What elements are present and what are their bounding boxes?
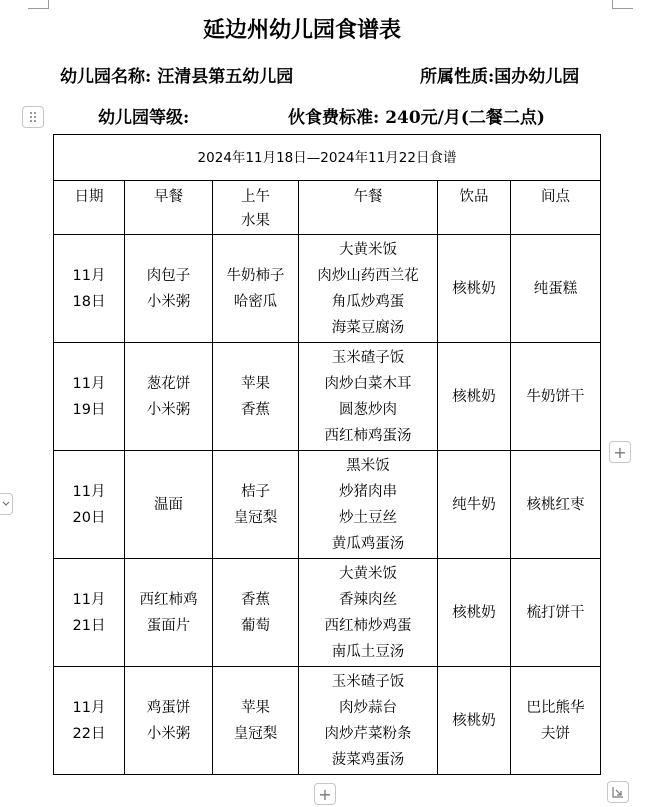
document-title: 延边州幼儿园食谱表	[202, 17, 401, 43]
drink-cell[interactable]	[438, 343, 511, 451]
move-handle-icon	[29, 111, 37, 123]
drink-text: 核桃奶	[452, 280, 496, 297]
plus-icon: +	[613, 442, 627, 462]
fruit-text: 葡萄	[241, 617, 270, 634]
plus-icon: +	[318, 784, 332, 804]
lunch-text: 玉米碴子饭	[331, 349, 405, 366]
lunch-text: 炒土豆丝	[339, 509, 397, 526]
breakfast-text: 葱花饼	[146, 375, 191, 392]
date-text: 21日	[72, 617, 106, 634]
column-header-label: 早餐	[154, 189, 183, 205]
date-text: 11月	[72, 267, 106, 284]
add-column-button[interactable]	[609, 441, 631, 463]
snack-cell[interactable]	[511, 235, 601, 343]
lunch-text: 肉炒芹菜粉条	[324, 725, 412, 742]
column-header[interactable]	[125, 181, 213, 235]
drink-text: 核桃奶	[452, 604, 496, 621]
breakfast-text: 温面	[154, 496, 183, 513]
snack-cell[interactable]	[511, 451, 601, 559]
column-header-label: 上午	[241, 189, 270, 205]
snack-text: 夫饼	[541, 725, 571, 742]
lunch-text: 南瓜土豆汤	[331, 643, 405, 660]
lunch-cell[interactable]	[299, 559, 438, 667]
page-corner-mark	[28, 0, 49, 9]
breakfast-cell[interactable]	[125, 451, 213, 559]
column-header-label: 水果	[241, 213, 270, 229]
fruit-cell[interactable]	[213, 451, 299, 559]
lunch-text: 炒猪肉串	[339, 483, 397, 500]
snack-text: 核桃红枣	[526, 496, 585, 513]
menu-table	[53, 134, 601, 775]
fruit-text: 桔子	[241, 483, 270, 500]
fruit-cell[interactable]	[213, 343, 299, 451]
fruit-text: 哈密瓜	[233, 293, 278, 310]
fruit-text: 苹果	[241, 699, 270, 716]
breakfast-text: 蛋面片	[146, 617, 191, 634]
date-cell[interactable]	[54, 451, 125, 559]
lunch-text: 西红柿鸡蛋汤	[324, 427, 412, 444]
date-cell[interactable]	[54, 559, 125, 667]
breakfast-text: 小米粥	[146, 725, 191, 742]
fruit-text: 皇冠梨	[233, 509, 278, 526]
table-row	[54, 451, 601, 559]
fruit-text: 苹果	[241, 375, 270, 392]
drink-cell[interactable]	[438, 235, 511, 343]
fee-standard: 伙食费标准: 240元/月(二餐二点)	[288, 108, 545, 128]
date-text: 11月	[72, 483, 106, 500]
kindergarten-nature: 所属性质:国办幼儿园	[420, 67, 580, 87]
fruit-text: 香蕉	[241, 401, 270, 418]
column-header-label: 午餐	[353, 189, 383, 205]
lunch-text: 菠菜鸡蛋汤	[331, 751, 405, 768]
lunch-text: 海菜豆腐汤	[331, 319, 405, 336]
lunch-text: 角瓜炒鸡蛋	[331, 293, 405, 310]
date-text: 20日	[72, 509, 106, 526]
add-row-button[interactable]	[314, 783, 336, 805]
kindergarten-name: 幼儿园名称: 汪清县第五幼儿园	[60, 67, 294, 87]
lunch-cell[interactable]	[299, 343, 438, 451]
column-header-label: 间点	[541, 189, 571, 205]
lunch-text: 黑米饭	[346, 457, 390, 474]
week-title-cell[interactable]	[54, 135, 601, 181]
breakfast-text: 小米粥	[146, 401, 191, 418]
date-cell[interactable]	[54, 343, 125, 451]
lunch-text: 肉炒蒜台	[339, 699, 397, 716]
table-row	[54, 135, 601, 181]
column-header[interactable]	[299, 181, 438, 235]
resize-icon	[612, 786, 624, 798]
fruit-cell[interactable]	[213, 667, 299, 775]
week-title: 2024年11月18日—2024年11月22日食谱	[197, 149, 457, 166]
lunch-text: 玉米碴子饭	[331, 673, 405, 690]
page-corner-mark	[612, 0, 633, 9]
snack-cell[interactable]	[511, 559, 601, 667]
breakfast-text: 肉包子	[146, 267, 191, 284]
table-row	[54, 235, 601, 343]
lunch-text: 大黄米饭	[339, 565, 397, 582]
column-header[interactable]	[438, 181, 511, 235]
drink-text: 核桃奶	[452, 712, 496, 729]
snack-text: 梳打饼干	[526, 604, 585, 621]
fruit-cell[interactable]	[213, 559, 299, 667]
lunch-text: 香辣肉丝	[339, 591, 397, 608]
fruit-text: 香蕉	[241, 591, 270, 608]
lunch-text: 黄瓜鸡蛋汤	[331, 535, 405, 552]
table-move-handle[interactable]	[22, 106, 44, 128]
lunch-text: 西红柿炒鸡蛋	[324, 617, 412, 634]
date-text: 11月	[72, 375, 106, 392]
chevron-down-icon	[2, 501, 10, 507]
breakfast-text: 鸡蛋饼	[146, 699, 191, 716]
snack-text: 牛奶饼干	[526, 388, 585, 405]
drink-cell[interactable]	[438, 667, 511, 775]
column-header-label: 饮品	[459, 189, 489, 205]
breakfast-text: 小米粥	[146, 293, 191, 310]
table-row	[54, 559, 601, 667]
column-header[interactable]	[54, 181, 125, 235]
table-resize-handle[interactable]	[607, 781, 629, 803]
drink-text: 核桃奶	[452, 388, 496, 405]
breakfast-cell[interactable]	[125, 343, 213, 451]
drink-text: 纯牛奶	[452, 496, 496, 513]
collapse-toggle[interactable]	[0, 493, 13, 515]
fruit-text: 牛奶柿子	[226, 267, 285, 284]
lunch-cell[interactable]	[299, 451, 438, 559]
breakfast-cell[interactable]	[125, 559, 213, 667]
fruit-cell[interactable]	[213, 235, 299, 343]
snack-text: 巴比熊华	[526, 699, 585, 716]
lunch-cell[interactable]	[299, 235, 438, 343]
date-text: 11月	[72, 699, 106, 716]
date-text: 18日	[72, 293, 106, 310]
fruit-text: 皇冠梨	[233, 725, 278, 742]
column-header[interactable]	[511, 181, 601, 235]
kindergarten-grade: 幼儿园等级:	[98, 108, 190, 128]
lunch-text: 圆葱炒肉	[339, 401, 397, 418]
table-header-row	[54, 181, 601, 235]
date-cell[interactable]	[54, 667, 125, 775]
lunch-cell[interactable]	[299, 667, 438, 775]
snack-cell[interactable]	[511, 667, 601, 775]
column-header[interactable]	[213, 181, 299, 235]
table-row	[54, 343, 601, 451]
table-row	[54, 667, 601, 775]
column-header-label: 日期	[74, 189, 104, 205]
breakfast-cell[interactable]	[125, 235, 213, 343]
date-cell[interactable]	[54, 235, 125, 343]
drink-cell[interactable]	[438, 559, 511, 667]
lunch-text: 大黄米饭	[339, 241, 397, 258]
date-text: 22日	[72, 725, 106, 742]
breakfast-text: 西红柿鸡	[139, 591, 198, 608]
date-text: 11月	[72, 591, 106, 608]
snack-cell[interactable]	[511, 343, 601, 451]
lunch-text: 肉炒山药西兰花	[317, 267, 419, 284]
drink-cell[interactable]	[438, 451, 511, 559]
lunch-text: 肉炒白菜木耳	[324, 375, 412, 392]
snack-text: 纯蛋糕	[533, 280, 578, 297]
breakfast-cell[interactable]	[125, 667, 213, 775]
date-text: 19日	[72, 401, 106, 418]
